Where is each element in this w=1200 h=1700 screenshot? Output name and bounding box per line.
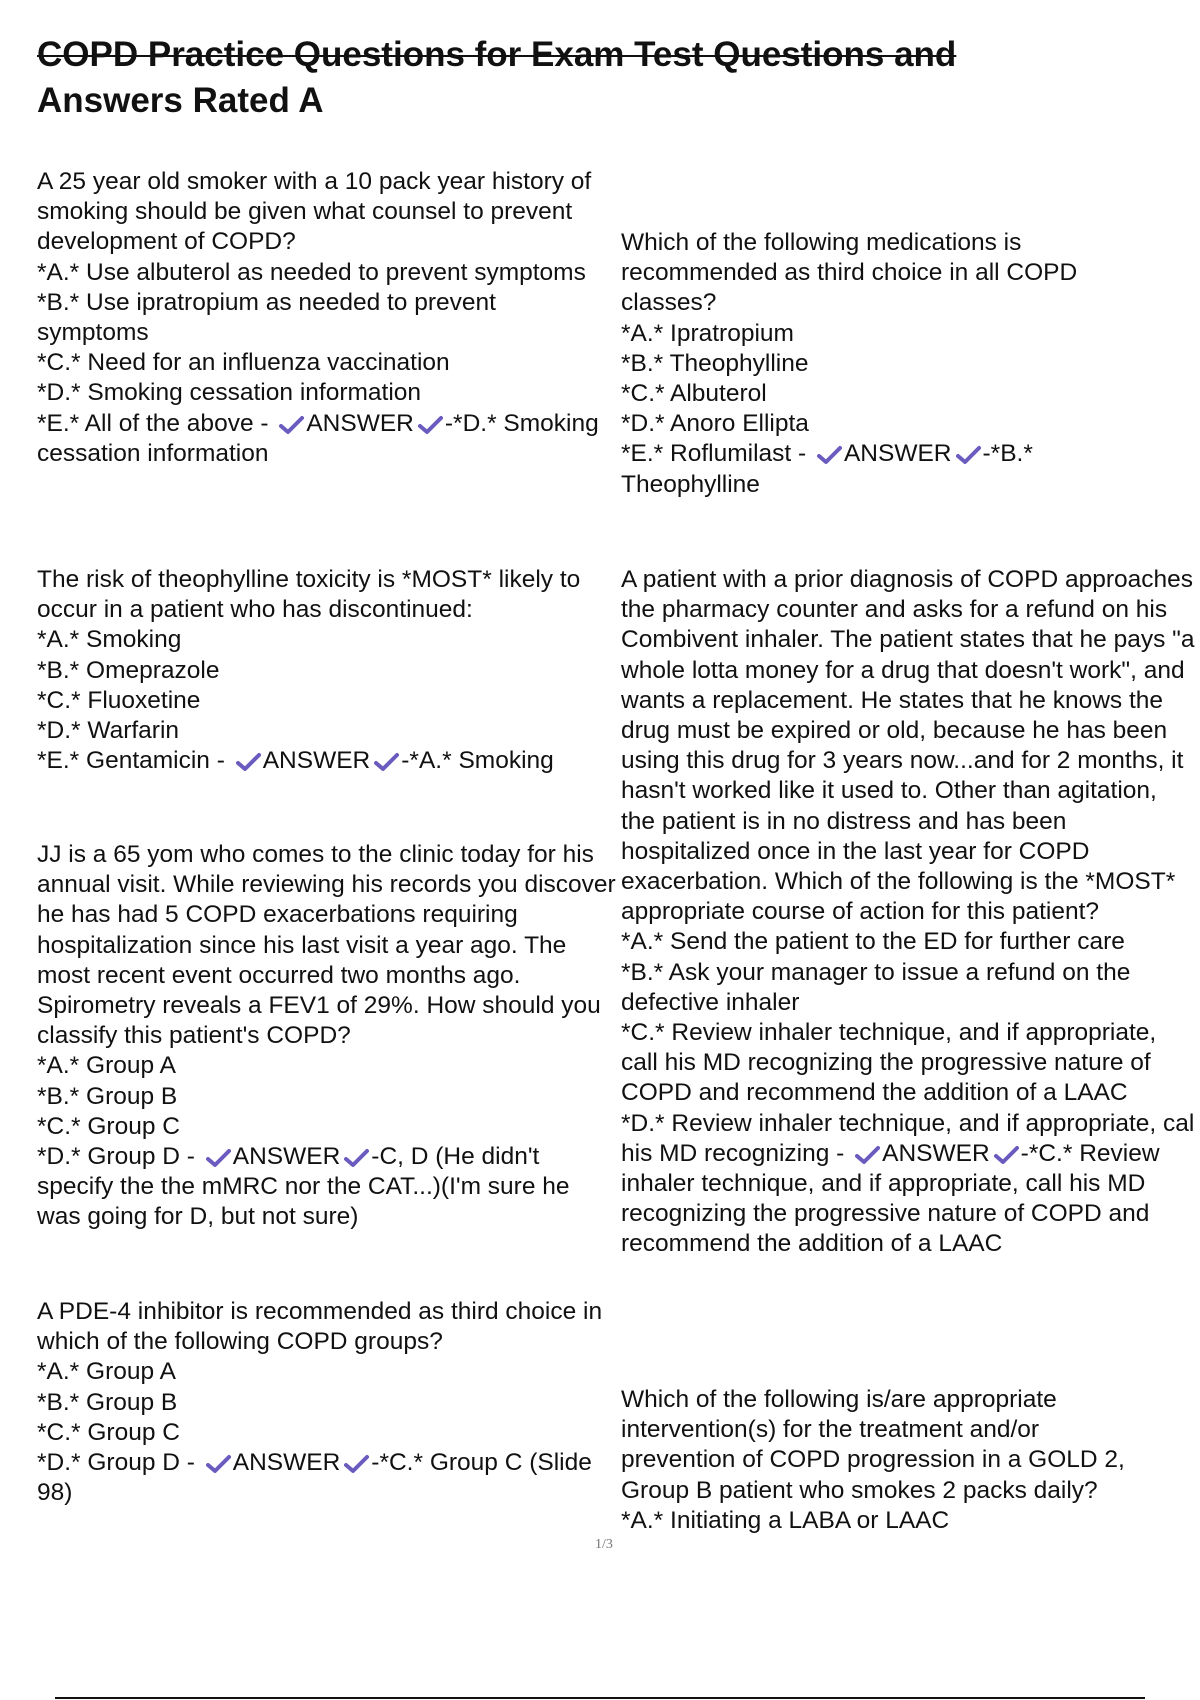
document-title (37, 32, 1137, 124)
checkmark-icon (418, 415, 443, 433)
question-option: *B.* Group B (37, 1388, 178, 1416)
answer-line (37, 409, 607, 469)
answer-text: -*B.* Theophylline (621, 440, 1033, 498)
answer-label: ANSWER (843, 440, 952, 468)
answer-line (621, 439, 1141, 499)
answer-line (37, 1448, 607, 1508)
checkmark-icon (817, 445, 842, 463)
checkmark-icon (344, 1148, 369, 1166)
checkmark-icon (344, 1454, 369, 1472)
question-stem: A 25 year old smoker with a 10 pack year history of smoking should be given what counsel to prevent development of COPD? (37, 168, 592, 256)
question-stem: Which of the following medications is recommended as third choice in all COPD classes? (621, 229, 1078, 317)
answer-line (37, 1142, 617, 1233)
answer-text: -*C.* Group C (Slide 98) (37, 1449, 592, 1507)
footer-divider (55, 1697, 1145, 1699)
question-option: *D.* Anoro Ellipta (621, 410, 809, 438)
question-option: *D.* Warfarin (37, 717, 180, 745)
answer-label: ANSWER (262, 747, 371, 775)
answer-text: -*C.* Review inhaler technique, and if appropriate, call his MD recognizing the progressive nature of COPD and recommend the addition of a LAAC (621, 1139, 1160, 1258)
answer-label: ANSWER (232, 1143, 341, 1171)
question-block-q3 (37, 840, 617, 1233)
last-option: *D.* Review inhaler technique, and if appropriate, cal his MD recognizing - (621, 1109, 1195, 1167)
question-option: *B.* Use ipratropium as needed to prevent symptoms (37, 288, 496, 347)
question-block-q5 (621, 228, 1141, 500)
last-option: *E.* Roflumilast - (621, 440, 813, 468)
question-block-q7 (621, 1385, 1141, 1536)
question-option: *B.* Theophylline (621, 349, 809, 377)
answer-text: -*D.* Smoking cessation information (37, 409, 599, 467)
question-block-q6 (621, 565, 1196, 1260)
question-option: *A.* Use albuterol as needed to prevent symptoms (37, 258, 586, 286)
page-number: 1/3 (595, 1537, 613, 1552)
answer-text: -C, D (He didn't specify the the mMRC nor the CAT...)(I'm sure he was going for D, but not sure) (37, 1143, 570, 1231)
question-stem: A PDE-4 inhibitor is recommended as third choice in which of the following COPD groups? (37, 1298, 603, 1356)
answer-label: ANSWER (306, 409, 414, 437)
answer-line (37, 746, 612, 776)
question-option: *D.* Smoking cessation information (37, 379, 422, 407)
question-stem: A patient with a prior diagnosis of COPD approaches the pharmacy counter and asks for a refund on his Combivent inhaler. The patient states that he pays "a whole lotta money for a drug that doesn't work", and wants a replacement. He states that he knows the drug must be expired or old, because he has been using this drug for 3 years now...and for 2 months, it hasn't worked like it used to. Other than agitation, the patient is in no distress and has been hospitalized once in the last year for COPD exacerbation. Which of the following is the *MOST* appropriate course of action for this patient? (621, 566, 1195, 926)
question-option: *A.* Initiating a LABA or LAAC (621, 1506, 950, 1534)
last-option: *D.* Group D - (37, 1449, 202, 1477)
question-stem: The risk of theophylline toxicity is *MOST* likely to occur in a patient who has discontinued: (37, 566, 581, 624)
question-option: *B.* Omeprazole (37, 656, 220, 684)
question-option: *C.* Need for an influenza vaccination (37, 349, 450, 377)
answer-label: ANSWER (882, 1139, 990, 1167)
question-option: *A.* Smoking (37, 626, 182, 654)
checkmark-icon (206, 1454, 231, 1472)
title-line-2: Answers Rated A (37, 81, 324, 120)
question-option: *C.* Fluoxetine (37, 686, 201, 714)
answer-text: -*A.* Smoking (401, 747, 554, 775)
question-option: *B.* Group B (37, 1082, 178, 1110)
last-option: *E.* All of the above - (37, 409, 276, 437)
question-option: *A.* Ipratropium (621, 319, 794, 347)
question-option: *C.* Group C (37, 1418, 180, 1446)
question-option: *A.* Send the patient to the ED for further care (621, 928, 1125, 956)
checkmark-icon (855, 1145, 880, 1163)
question-block-q4 (37, 1297, 607, 1508)
checkmark-icon (206, 1148, 231, 1166)
last-option: *D.* Group D - (37, 1143, 202, 1171)
question-stem: Which of the following is/are appropriate intervention(s) for the treatment and/or prevention of COPD progression in a GOLD 2, Group B patient who smokes 2 packs daily? (621, 1386, 1125, 1504)
checkmark-icon (236, 752, 261, 770)
question-block-q2 (37, 565, 612, 776)
question-block-q1 (37, 167, 607, 469)
checkmark-icon (374, 752, 399, 770)
title-line-1: COPD Practice Questions for Exam Test Questions and (37, 35, 957, 74)
checkmark-icon (279, 415, 304, 433)
checkmark-icon (994, 1145, 1019, 1163)
answer-label: ANSWER (232, 1449, 341, 1477)
question-option: *C.* Review inhaler technique, and if appropriate, call his MD recognizing the progressive nature of COPD and recommend the addition of a LAAC (621, 1019, 1157, 1107)
answer-line (621, 1109, 1196, 1260)
question-option: *C.* Group C (37, 1112, 180, 1140)
checkmark-icon (956, 445, 981, 463)
question-option: *C.* Albuterol (621, 380, 767, 408)
last-option: *E.* Gentamicin - (37, 747, 232, 775)
question-stem: JJ is a 65 yom who comes to the clinic today for his annual visit. While reviewing his records you discover he has had 5 COPD exacerbations requiring hospitalization since his last visit a year ago. The most recent event occurred two months ago. Spirometry reveals a FEV1 of 29%. How should you classify this patient's COPD? (37, 841, 616, 1050)
question-option: *B.* Ask your manager to issue a refund on the defective inhaler (621, 958, 1131, 1016)
question-option: *A.* Group A (37, 1052, 176, 1080)
question-option: *A.* Group A (37, 1358, 176, 1386)
